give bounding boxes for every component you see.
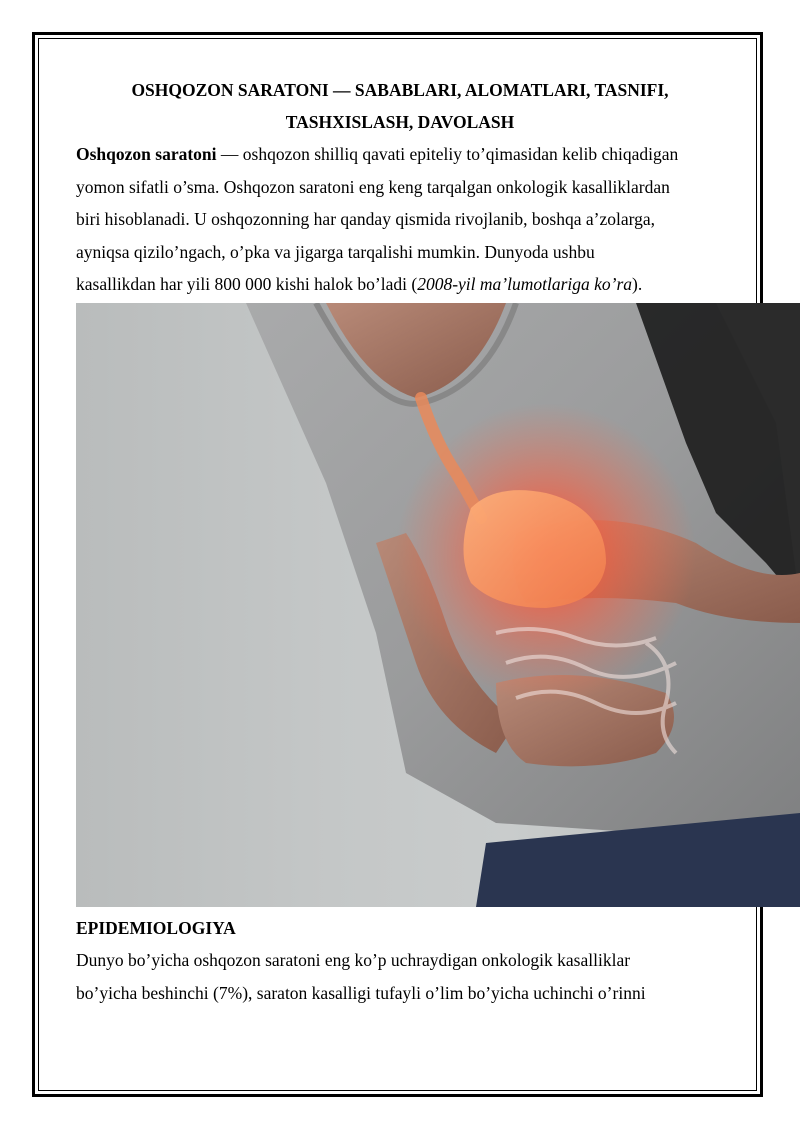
- intro-line-5-post: ).: [632, 274, 643, 294]
- intro-line-3: biri hisoblanadi. U oshqozonning har qanday qismida rivojlanib, boshqa a’zolarga,: [76, 209, 655, 229]
- document-title: [76, 74, 724, 138]
- intro-line-1: [76, 138, 736, 171]
- epidemiology-paragraph: [76, 944, 736, 1009]
- epi-line-2: bo’yicha beshinchi (7%), saraton kasalligi tufayli o’lim bo’yicha uchinchi o’rinni: [76, 982, 646, 1003]
- title-line-1: OSHQOZON SARATONI — SABABLARI, ALOMATLARI, TASNIFI,: [131, 80, 669, 100]
- section-heading: EPIDEMIOLOGIYA: [76, 918, 236, 938]
- intro-line-2: yomon sifatli o’sma. Oshqozon saratoni eng keng tarqalgan onkologik kasalliklardan: [76, 176, 670, 197]
- stomach-pain-illustration: [76, 303, 800, 907]
- intro-line-5-pre: kasallikdan har yili 800 000 kishi halok bo’ladi (: [76, 274, 418, 294]
- intro-line-4: ayniqsa qizilo’ngach, o’pka va jigarga tarqalishi mumkin. Dunyoda ushbu: [76, 241, 595, 262]
- intro-paragraph: [76, 138, 736, 301]
- epi-line-1: Dunyo bo’yicha oshqozon saratoni eng ko’p uchraydigan onkologik kasalliklar: [76, 950, 631, 970]
- intro-term: Oshqozon saratoni: [76, 144, 217, 164]
- title-line-2: TASHXISLASH, DAVOLASH: [285, 112, 515, 132]
- intro-line-1-rest: — oshqozon shilliq qavati epiteliy to’qimasidan kelib chiqadigan: [216, 144, 679, 164]
- intro-citation: 2008-yil ma’lumotlariga ko’ra: [417, 274, 633, 294]
- intro-line-5: [76, 268, 736, 301]
